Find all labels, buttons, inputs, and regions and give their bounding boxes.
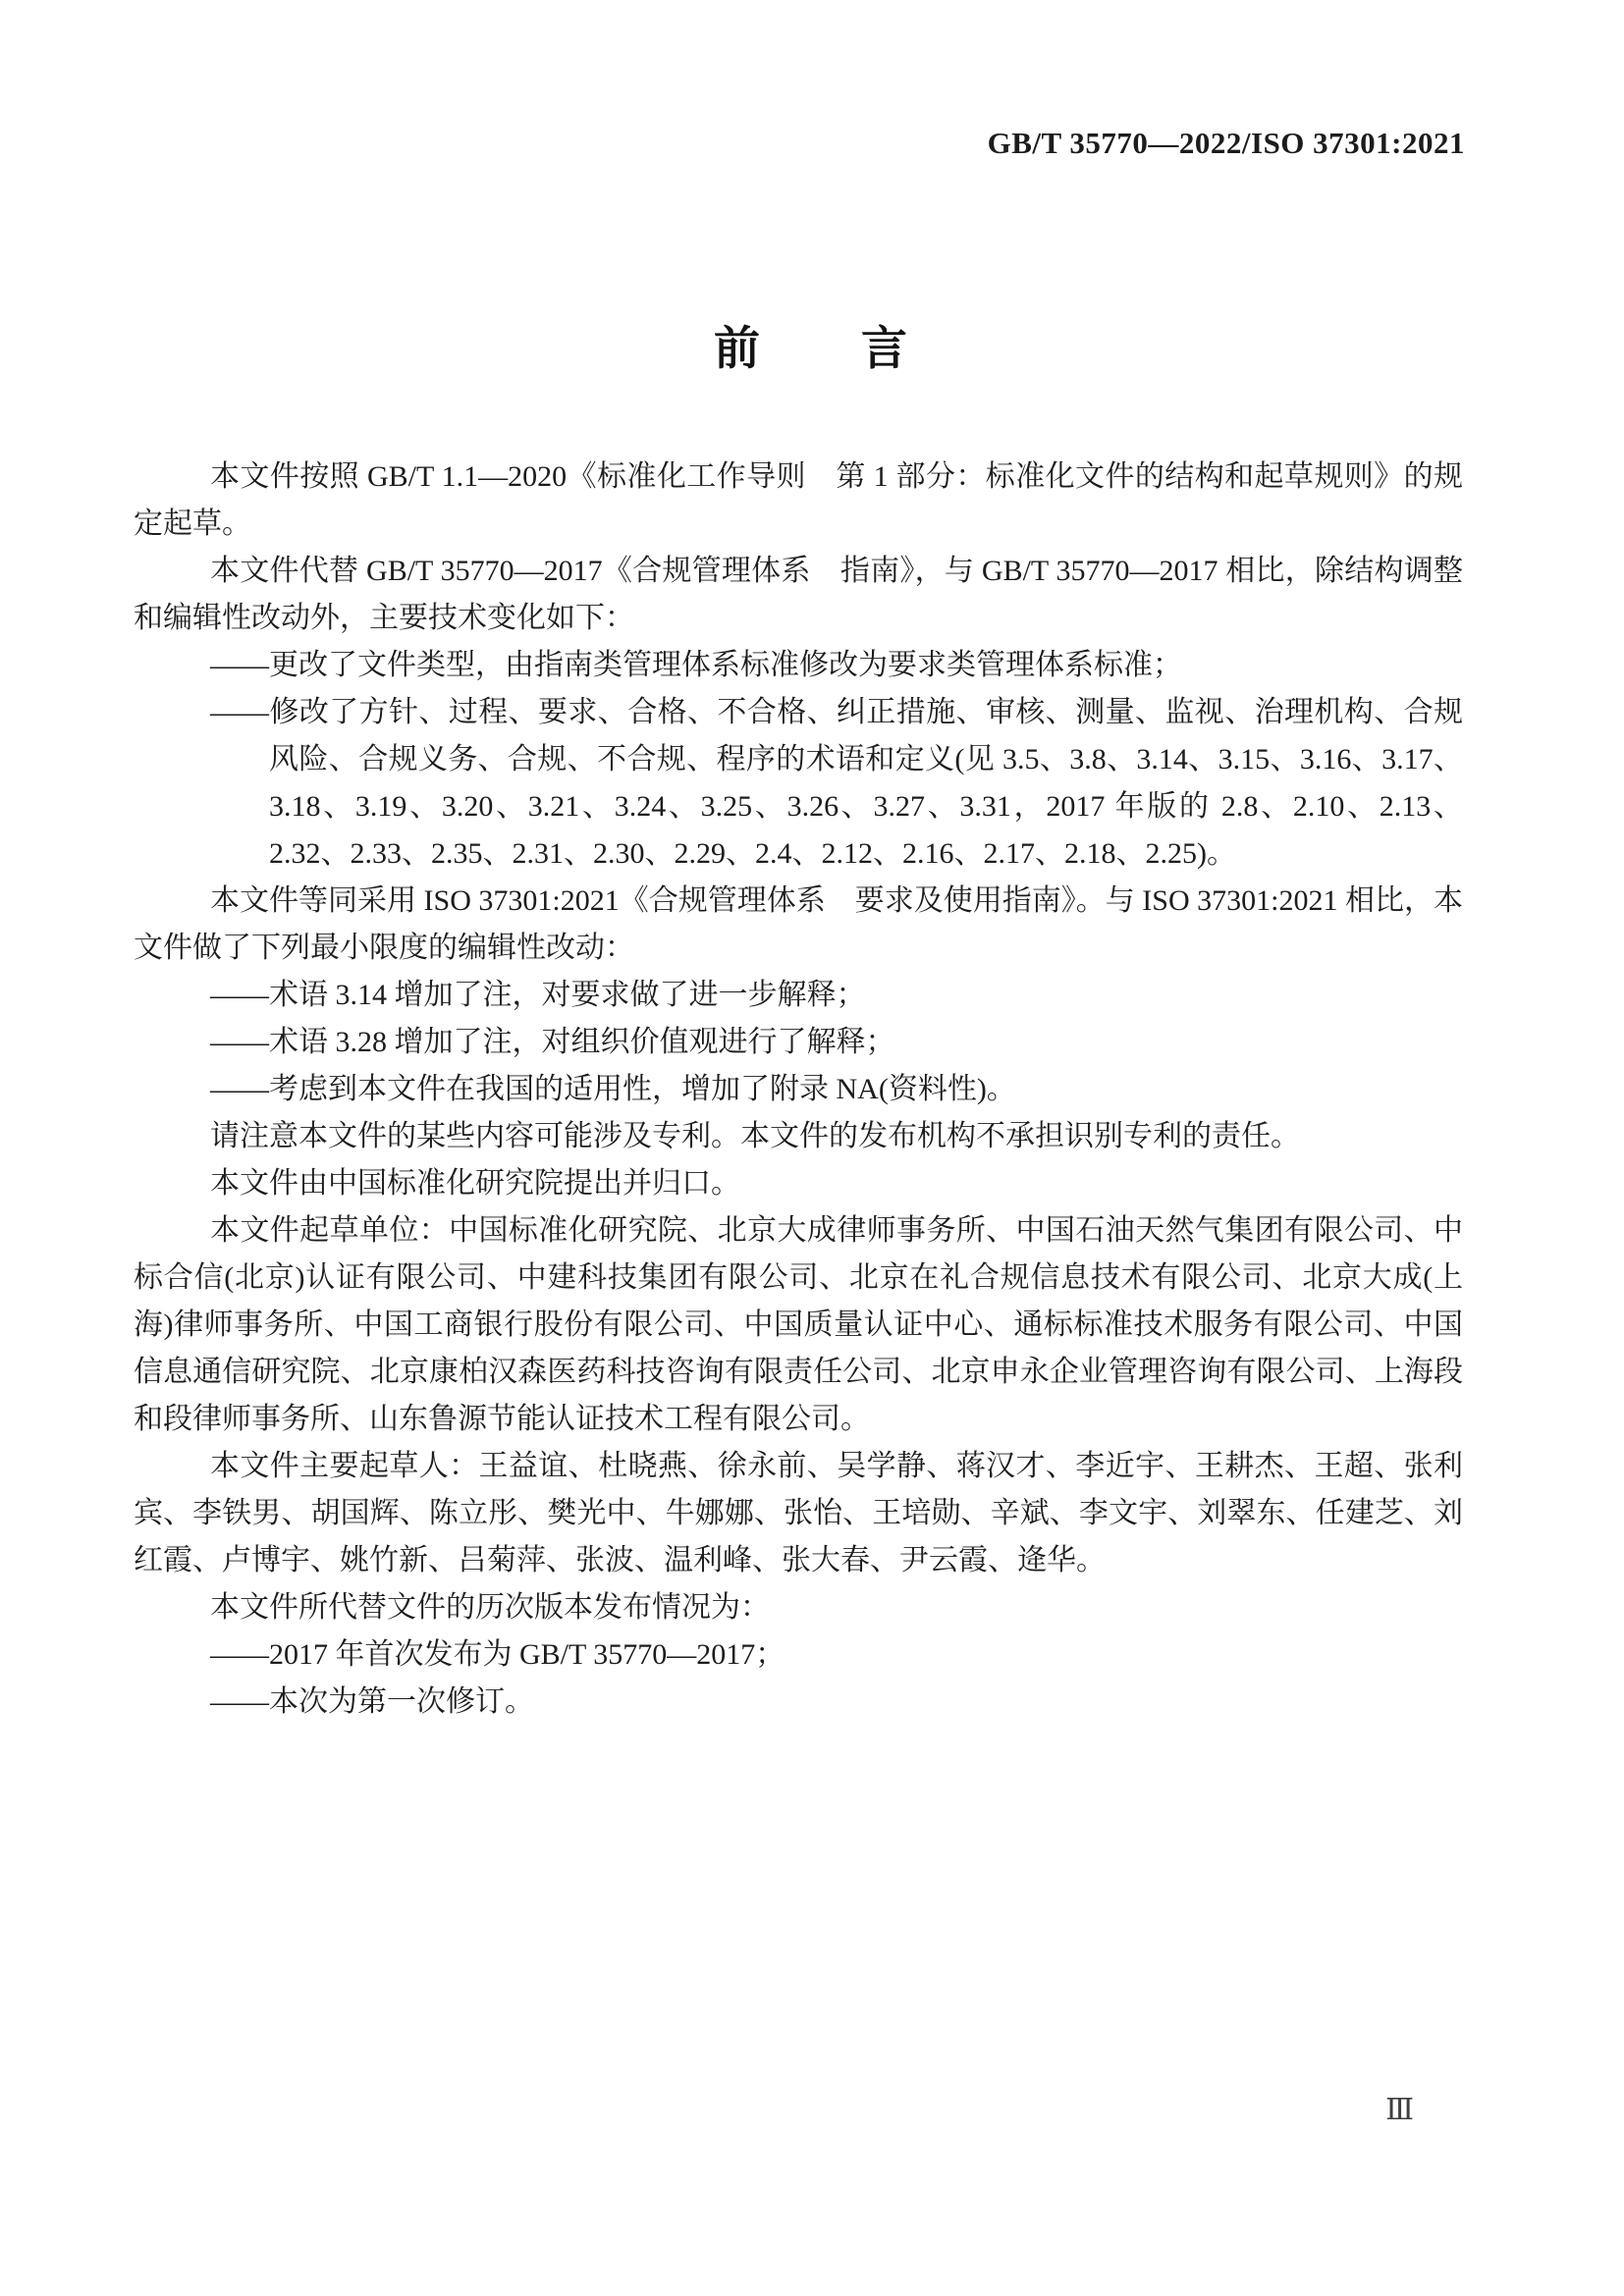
edit-item-term-3-28: ——术语 3.28 增加了注，对组织价值观进行了解释； xyxy=(210,1026,895,1058)
paragraph-replaces-2017: 本文件代替 GB/T 35770—2017《合规管理体系 指南》，与 GB/T 35770—2017 相比，除结构调整和编辑性改动外，主要技术变化如下： xyxy=(134,555,1463,634)
paragraph-version-history: 本文件所代替文件的历次版本发布情况为： xyxy=(210,1591,770,1624)
page-number: Ⅲ xyxy=(1385,2094,1414,2126)
paragraph-iso-adoption: 本文件等同采用 ISO 37301:2021《合规管理体系 要求及使用指南》。与 ISO 37301:2021 相比，本文件做了下列最小限度的编辑性改动： xyxy=(134,884,1463,964)
edit-item-annex-na: ——考虑到本文件在我国的适用性，增加了附录 NA(资料性)。 xyxy=(210,1073,1016,1105)
change-item-document-type: ——更改了文件类型，由指南类管理体系标准修改为要求类管理体系标准； xyxy=(210,649,1182,681)
edit-item-term-3-14: ——术语 3.14 增加了注，对要求做了进一步解释； xyxy=(210,979,866,1011)
page-title: 前 言 xyxy=(714,322,910,374)
paragraph-drafting-rules: 本文件按照 GB/T 1.1—2020《标准化工作导则 第 1 部分：标准化文件的结构和起草规则》的规定起草。 xyxy=(134,460,1463,540)
change-item-terms-revised: ——修改了方针、过程、要求、合格、不合格、纠正措施、审核、测量、监视、治理机构、合规风险、合规义务、合规、不合规、程序的术语和定义(见 3.5、3.8、3.14、3.15、3.16、3.17、3.18、3.19、3.20、3.21、3.24、3.25、3.26、3.27、3.31，2017 年版的 2.8、2.10、2.13、2.32、2.33、2.35、2.31、2.30、2.29、2.4、2.12、2.16、2.17、2.18、2.25)。 xyxy=(210,696,1463,870)
foreword-body xyxy=(134,454,1463,1726)
paragraph-proposing-body: 本文件由中国标准化研究院提出并归口。 xyxy=(210,1167,740,1200)
paragraph-drafting-units: 本文件起草单位：中国标准化研究院、北京大成律师事务所、中国石油天然气集团有限公司、中标合信(北京)认证有限公司、中建科技集团有限公司、北京在礼合规信息技术有限公司、北京大成(上海)律师事务所、中国工商银行股份有限公司、中国质量认证中心、通标标准技术服务有限公司、中国信息通信研究院、北京康柏汉森医药科技咨询有限责任公司、北京申永企业管理咨询有限公司、上海段和段律师事务所、山东鲁源节能认证技术工程有限公司。 xyxy=(134,1214,1463,1435)
history-item-first-release: ——2017 年首次发布为 GB/T 35770—2017； xyxy=(210,1638,785,1671)
standard-code-header: GB/T 35770—2022/ISO 37301:2021 xyxy=(987,126,1465,160)
paragraph-main-drafters: 本文件主要起草人：王益谊、杜晓燕、徐永前、吴学静、蒋汉才、李近宇、王耕杰、王超、张利宾、李铁男、胡国辉、陈立彤、樊光中、牛娜娜、张怡、王培勋、辛斌、李文宇、刘翠东、任建芝、刘红霞、卢博宇、姚竹新、吕菊萍、张波、温利峰、张大春、尹云霞、逄华。 xyxy=(134,1450,1463,1576)
history-item-first-revision: ——本次为第一次修订。 xyxy=(210,1685,534,1718)
paragraph-patent-notice: 请注意本文件的某些内容可能涉及专利。本文件的发布机构不承担识别专利的责任。 xyxy=(210,1120,1300,1152)
